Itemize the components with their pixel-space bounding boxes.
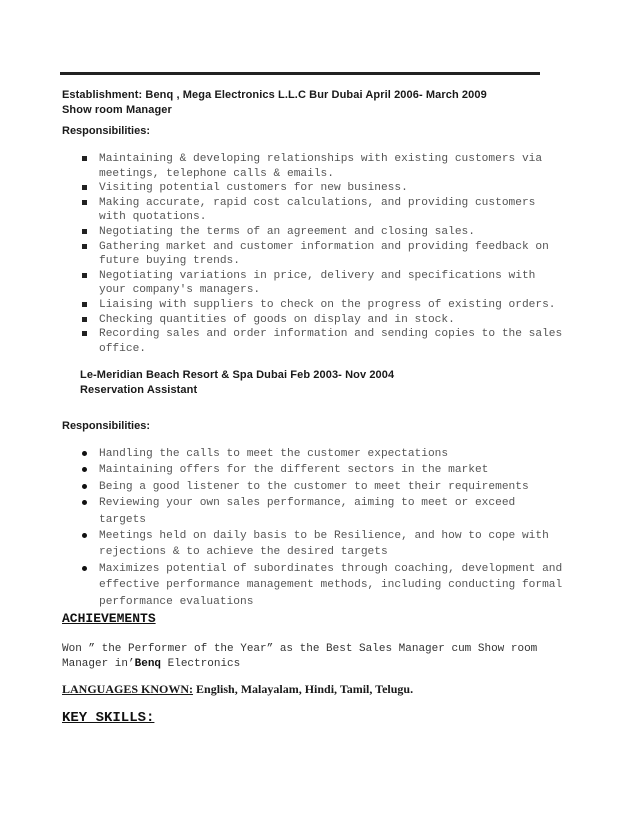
job2-header — [80, 368, 394, 398]
job1-item — [70, 313, 610, 328]
languages-label: LANGUAGES KNOWN: — [62, 682, 194, 696]
job2-item-text: Maintaining offers for the different sectors in the market — [99, 464, 489, 477]
job2-item — [70, 495, 610, 528]
bullet-icon — [82, 533, 87, 538]
job2-item — [70, 462, 610, 478]
job2-item-text: Maximizes potential of subordinates through coaching, development and — [99, 562, 563, 575]
achievements-heading: ACHIEVEMENTS — [62, 611, 156, 626]
job1-item — [70, 152, 610, 181]
job2-item-text: performance evaluations — [99, 595, 254, 608]
job1-header — [62, 88, 487, 118]
job1-item-text: Liaising with suppliers to check on the progress of existing orders. — [99, 298, 556, 311]
job2-item-text: rejections & to achieve the desired targets — [99, 546, 388, 559]
job2-item-text: effective performance management methods, including conducting formal — [99, 579, 563, 592]
bullet-icon — [82, 244, 87, 249]
achievement-line-1: Won ” the Performer of the Year” as the Best Sales Manager cum Show room — [62, 643, 538, 655]
job1-item-text: with quotations. — [99, 211, 207, 224]
company-name: Benq — [134, 658, 162, 670]
bullet-icon — [82, 451, 87, 456]
bullet-icon — [82, 500, 87, 505]
job1-item-text: Making accurate, rapid cost calculations, and providing customers — [99, 196, 536, 209]
job1-item-text: meetings, telephone calls & emails. — [99, 167, 334, 180]
job1-item — [70, 225, 610, 240]
job2-item-text: Being a good listener to the customer to meet their requirements — [99, 480, 529, 493]
bullet-icon — [82, 156, 87, 161]
top-divider — [60, 72, 540, 75]
bullet-icon — [82, 185, 87, 190]
key-skills-heading: KEY SKILLS: — [62, 710, 155, 726]
job1-establishment: Establishment: Benq , Mega Electronics L.L.C Bur Dubai April 2006- March 2009 — [62, 89, 487, 101]
job1-item — [70, 240, 610, 269]
job1-title: Show room Manager — [62, 104, 172, 116]
job2-responsibilities — [70, 446, 610, 610]
job1-item-text: Negotiating variations in price, delivery and specifications with — [99, 269, 536, 282]
job1-item — [70, 269, 610, 298]
job1-responsibilities-heading: Responsibilities: — [62, 125, 151, 137]
job2-item-text: Meetings held on daily basis to be Resilience, and how to cope with — [99, 530, 549, 543]
bullet-icon — [82, 317, 87, 322]
bullet-icon — [82, 229, 87, 234]
job1-item-text: Negotiating the terms of an agreement and closing sales. — [99, 225, 475, 238]
languages-value: English, Malayalam, Hindi, Tamil, Telugu. — [193, 682, 414, 696]
bullet-icon — [82, 302, 87, 307]
bullet-icon — [82, 273, 87, 278]
job1-item — [70, 298, 610, 313]
job2-responsibility-list — [70, 446, 610, 610]
languages-known — [62, 682, 413, 697]
job2-item-text: Reviewing your own sales performance, aiming to meet or exceed — [99, 497, 516, 510]
job1-item-text: Gathering market and customer information and providing feedback on — [99, 240, 549, 253]
job1-item-text: Recording sales and order information and sending copies to the sales — [99, 328, 563, 341]
job2-responsibilities-heading: Responsibilities: — [62, 420, 151, 432]
job1-responsibility-list — [70, 152, 610, 356]
job1-item-text: Checking quantities of goods on display and in stock. — [99, 313, 455, 326]
bullet-icon — [82, 200, 87, 205]
bullet-icon — [82, 484, 87, 489]
job2-item-text: Handling the calls to meet the customer expectations — [99, 448, 449, 460]
job1-item-text: Visiting potential customers for new business. — [99, 182, 408, 195]
bullet-icon — [82, 467, 87, 472]
job1-item-text: office. — [99, 342, 146, 355]
job2-item-text: targets — [99, 513, 146, 526]
job1-item — [70, 181, 610, 196]
job2-establishment: Le-Meridian Beach Resort & Spa Dubai Feb 2003- Nov 2004 — [80, 369, 395, 381]
job2-item — [70, 479, 610, 495]
achievements-text — [62, 642, 537, 672]
job2-item — [70, 446, 610, 462]
job1-item-text: your company's managers. — [99, 284, 261, 297]
job1-item — [70, 196, 610, 225]
job1-item — [70, 327, 610, 356]
job1-item-text: future buying trends. — [99, 255, 240, 268]
job1-responsibilities — [70, 152, 610, 356]
job2-title: Reservation Assistant — [80, 384, 198, 396]
bullet-icon — [82, 566, 87, 571]
bullet-icon — [82, 331, 87, 336]
job2-item — [70, 561, 610, 610]
job1-item-text: Maintaining & developing relationships with existing customers via — [99, 153, 543, 165]
job2-item — [70, 528, 610, 561]
achievement-line-2: Manager in’Benq Electronics — [62, 658, 241, 670]
